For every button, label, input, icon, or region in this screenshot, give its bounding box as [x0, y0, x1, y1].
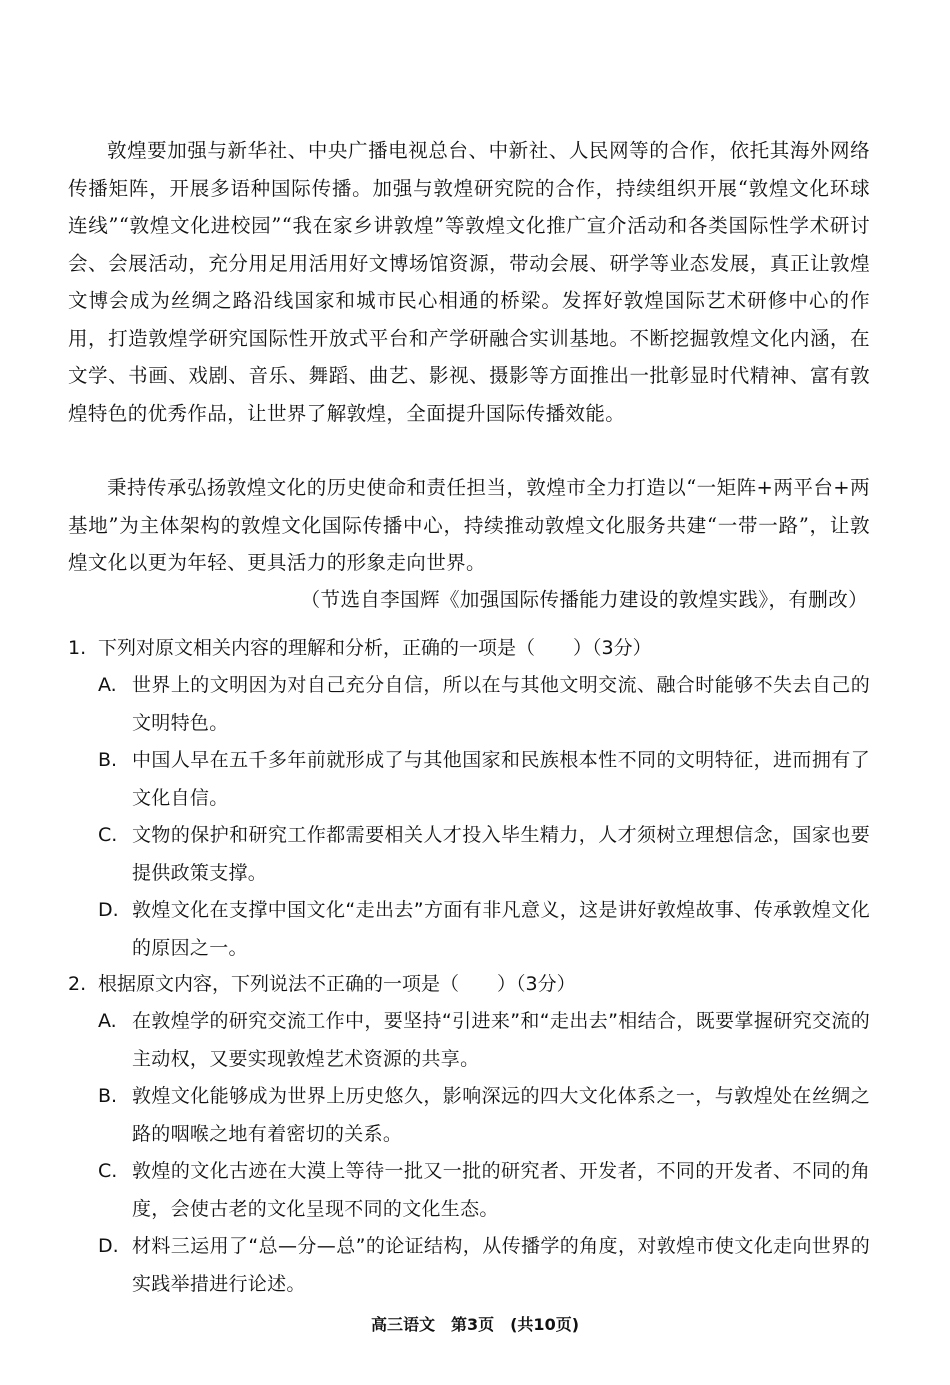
option-letter: C.: [98, 824, 118, 846]
question-option: [98, 892, 870, 967]
option-letter: B.: [98, 749, 118, 771]
question-option: [98, 742, 870, 817]
option-letter: A.: [98, 674, 117, 696]
option-text: 敦煌文化在支撑中国文化“走出去”方面有非凡意义，这是讲好敦煌故事、传承敦煌文化的原因之一。: [132, 899, 870, 959]
question-option: [98, 667, 870, 742]
page-footer: 高三语文 第3页 (共10页): [370, 1315, 580, 1334]
question-stem: [68, 966, 870, 1003]
option-letter: C.: [98, 1160, 118, 1182]
option-text: 文物的保护和研究工作都需要相关人才投入毕生精力，人才须树立理想信念，国家也要提供政策支撑。: [132, 824, 870, 884]
passage-paragraph: 敦煌要加强与新华社、中央广播电视总台、中新社、人民网等的合作，依托其海外网络传播矩阵，开展多语种国际传播。加强与敦煌研究院的合作，持续组织开展“敦煌文化环球连线”“敦煌文化进校园”“我在家乡讲敦煌”等敦煌文化推广宣介活动和各类国际性学术研讨会、会展活动，充分用足用活用好文博场馆资源，带动会展、研学等业态发展，真正让敦煌文博会成为丝绸之路沿线国家和城市民心相通的桥梁。发挥好敦煌国际艺术研修中心的作用，打造敦煌学研究国际性开放式平台和产学研融合实训基地。不断挖掘敦煌文化内涵，在文学、书画、戏剧、音乐、舞蹈、曲艺、影视、摄影等方面推出一批彰显时代精神、富有敦煌特色的优秀作品，让世界了解敦煌，全面提升国际传播效能。: [68, 139, 870, 425]
option-letter: A.: [98, 1010, 117, 1032]
option-text: 材料三运用了“总—分—总”的论证结构，从传播学的角度，对敦煌市使文化走向世界的实践举措进行论述。: [132, 1235, 870, 1295]
question-stem: [68, 630, 870, 667]
option-text: 中国人早在五千多年前就形成了与其他国家和民族根本性不同的文明特征，进而拥有了文化自信。: [132, 749, 870, 809]
question-number: 1.: [68, 637, 87, 659]
question-number: 2.: [68, 973, 87, 995]
question-option: [98, 817, 870, 892]
passage-paragraph: 秉持传承弘扬敦煌文化的历史使命和责任担当，敦煌市全力打造以“一矩阵+两平台+两基地”为主体架构的敦煌文化国际传播中心，持续推动敦煌文化服务共建“一带一路”，让敦煌文化以更为年轻、更具活力的形象走向世界。: [68, 476, 870, 574]
question-2: [68, 966, 870, 1303]
question-1: [68, 630, 870, 967]
option-text: 世界上的文明因为对自己充分自信，所以在与其他文明交流、融合时能够不失去自己的文明特色。: [132, 674, 870, 734]
option-text: 敦煌的文化古迹在大漠上等待一批又一批的研究者、开发者，不同的开发者、不同的角度，会使古老的文化呈现不同的文化生态。: [132, 1160, 870, 1220]
option-text: 敦煌文化能够成为世界上历史悠久，影响深远的四大文化体系之一，与敦煌处在丝绸之路的咽喉之地有着密切的关系。: [132, 1085, 870, 1145]
question-option: [98, 1003, 870, 1078]
question-option: [98, 1228, 870, 1303]
option-text: 在敦煌学的研究交流工作中，要坚持“引进来”和“走出去”相结合，既要掌握研究交流的主动权，又要实现敦煌艺术资源的共享。: [132, 1010, 870, 1070]
option-letter: D.: [98, 899, 119, 921]
passage-source: （节选自李国辉《加强国际传播能力建设的敦煌实践》，有删改）: [300, 588, 868, 611]
question-option: [98, 1153, 870, 1228]
question-option: [98, 1078, 870, 1153]
question-text: 下列对原文相关内容的理解和分析，正确的一项是（ ）（3分）: [98, 637, 652, 659]
option-letter: D.: [98, 1235, 119, 1257]
option-letter: B.: [98, 1085, 118, 1107]
question-text: 根据原文内容，下列说法不正确的一项是（ ）（3分）: [98, 973, 576, 995]
